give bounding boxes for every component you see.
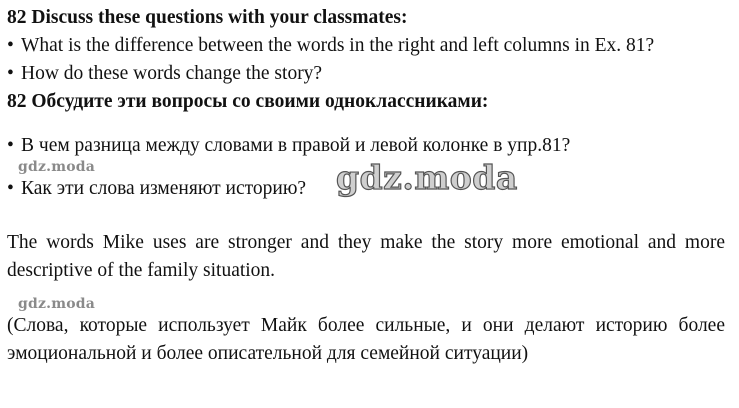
- task-heading-ru: 82 Обсудите эти вопросы со своими одноклассниками:: [7, 91, 489, 112]
- watermark-small: gdz.moda: [18, 159, 96, 175]
- question-ru-1: [7, 134, 570, 158]
- question-en-1: [7, 34, 654, 58]
- answer-ru: (Слова, которые использует Майк более сильные, и они делают историю более эмоциональной и более описательной для семейной ситуации): [7, 315, 725, 364]
- answer-en: The words Mike uses are stronger and they make the story more emotional and more descriptive of the family situation.: [7, 232, 725, 281]
- question-en-2: [7, 62, 322, 86]
- watermark-large: gdz.moda: [336, 158, 518, 197]
- question-text: Как эти слова изменяют историю?: [21, 178, 307, 199]
- question-ru-2: [7, 177, 306, 201]
- question-text: В чем разница между словами в правой и левой колонке в упр.81?: [21, 135, 571, 156]
- watermark-small: gdz.moda: [18, 296, 96, 312]
- bullet-icon: •: [7, 63, 14, 84]
- bullet-icon: •: [7, 178, 14, 199]
- question-text: What is the difference between the words in the right and left columns in Ex. 81?: [21, 35, 655, 56]
- bullet-icon: •: [7, 35, 14, 56]
- question-text: How do these words change the story?: [21, 63, 323, 84]
- task-heading-en: 82 Discuss these questions with your classmates:: [7, 7, 408, 28]
- bullet-icon: •: [7, 135, 14, 156]
